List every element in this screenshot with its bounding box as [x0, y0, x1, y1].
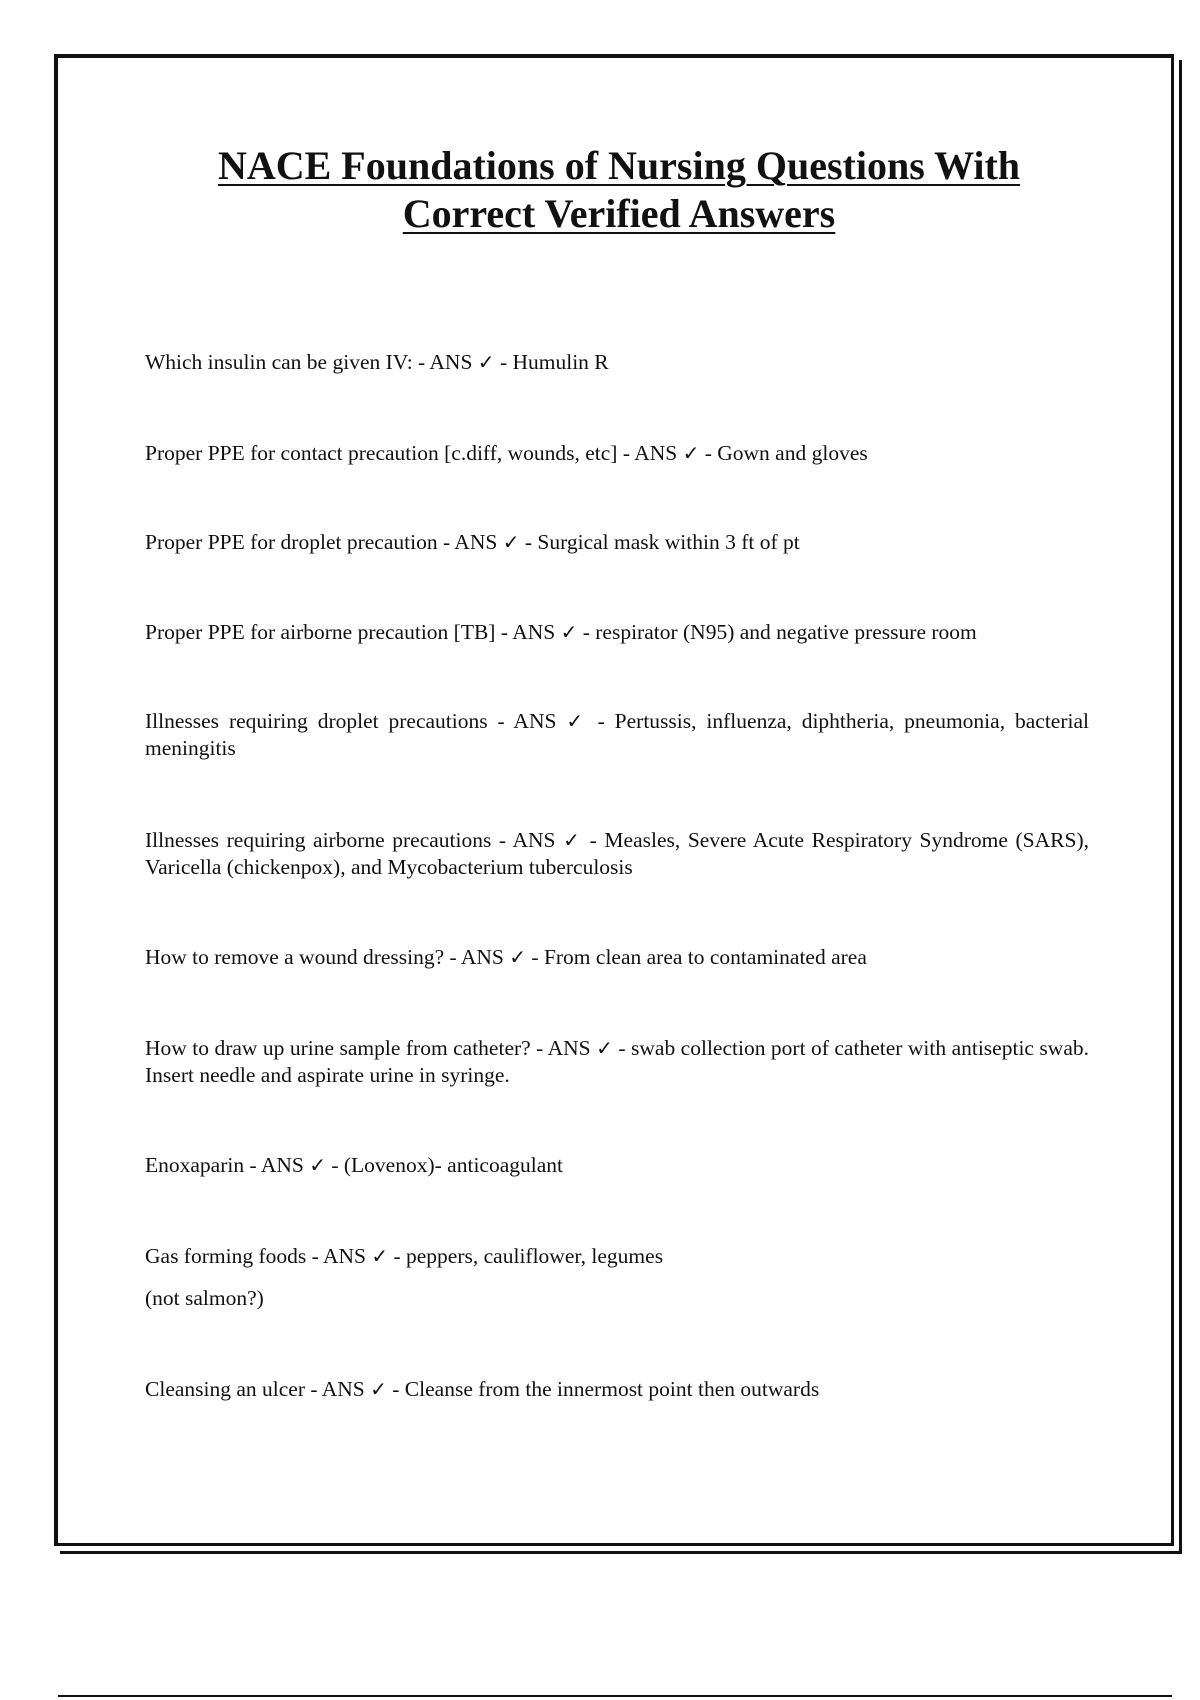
check-icon: ✓ [560, 620, 578, 644]
question-text: Proper PPE for contact precaution [c.diff, wounds, etc] - ANS [145, 441, 683, 465]
question-text: Illnesses requiring droplet precautions - ANS [145, 709, 567, 733]
answer-text: - Gown and gloves [699, 441, 868, 465]
question-text: How to draw up urine sample from catheter? - ANS [145, 1036, 597, 1060]
bottom-rule [58, 1695, 1172, 1697]
answer-text: - Measles, Severe Acute Respiratory Syndrome (SARS), Varicella (chickenpox), and Mycobacterium tuberculosis [145, 828, 1089, 879]
page-border-shadow [60, 60, 1182, 1554]
qa-item-5 [145, 708, 1089, 762]
document-title [120, 142, 1118, 238]
check-icon: ✓ [563, 828, 583, 852]
qa-item-7 [145, 944, 1089, 971]
check-icon: ✓ [509, 945, 527, 969]
answer-text: - Surgical mask within 3 ft of pt [519, 530, 800, 554]
qa-item-9 [145, 1152, 1089, 1179]
qa-item-4 [145, 619, 1089, 646]
question-text: Cleansing an ulcer - ANS [145, 1377, 371, 1401]
qa-item-10-note: (not salmon?) [145, 1286, 264, 1310]
qa-item-8 [145, 1035, 1089, 1089]
title-line-1: NACE Foundations of Nursing Questions With [217, 143, 1021, 188]
qa-item-10 [145, 1243, 1089, 1270]
answer-text: - Humulin R [494, 350, 609, 374]
qa-item-6 [145, 827, 1089, 881]
answer-text: - swab collection port of catheter with antiseptic swab. Insert needle and aspirate urine in syringe. [145, 1036, 1089, 1087]
check-icon: ✓ [309, 1153, 326, 1177]
question-text: Illnesses requiring airborne precautions - ANS [145, 828, 564, 852]
check-icon: ✓ [371, 1244, 389, 1268]
check-icon: ✓ [682, 441, 700, 465]
check-icon: ✓ [596, 1036, 613, 1060]
title-line-2: Correct Verified Answers [402, 191, 836, 236]
question-text: Proper PPE for droplet precaution - ANS [145, 530, 503, 554]
question-text: Enoxaparin - ANS [145, 1153, 310, 1177]
check-icon: ✓ [566, 709, 588, 733]
qa-item-3 [145, 529, 1089, 556]
question-text: How to remove a wound dressing? - ANS [145, 945, 510, 969]
answer-text: - peppers, cauliflower, legumes [388, 1244, 664, 1268]
qa-item-11 [145, 1376, 1089, 1403]
answer-text: - From clean area to contaminated area [526, 945, 867, 969]
answer-text: - Pertussis, influenza, diphtheria, pneumonia, bacterial meningitis [145, 709, 1089, 760]
check-icon: ✓ [502, 530, 520, 554]
answer-text: - Cleanse from the innermost point then outwards [386, 1377, 820, 1401]
question-text: Proper PPE for airborne precaution [TB] - ANS [145, 620, 561, 644]
check-icon: ✓ [477, 350, 495, 374]
qa-item-1 [145, 349, 1089, 376]
question-text: Gas forming foods - ANS [145, 1244, 372, 1268]
qa-item-2 [145, 440, 1089, 467]
question-text: Which insulin can be given IV: - ANS [145, 350, 478, 374]
answer-text: - respirator (N95) and negative pressure room [577, 620, 977, 644]
answer-text: - (Lovenox)- anticoagulant [325, 1153, 563, 1177]
check-icon: ✓ [370, 1377, 387, 1401]
